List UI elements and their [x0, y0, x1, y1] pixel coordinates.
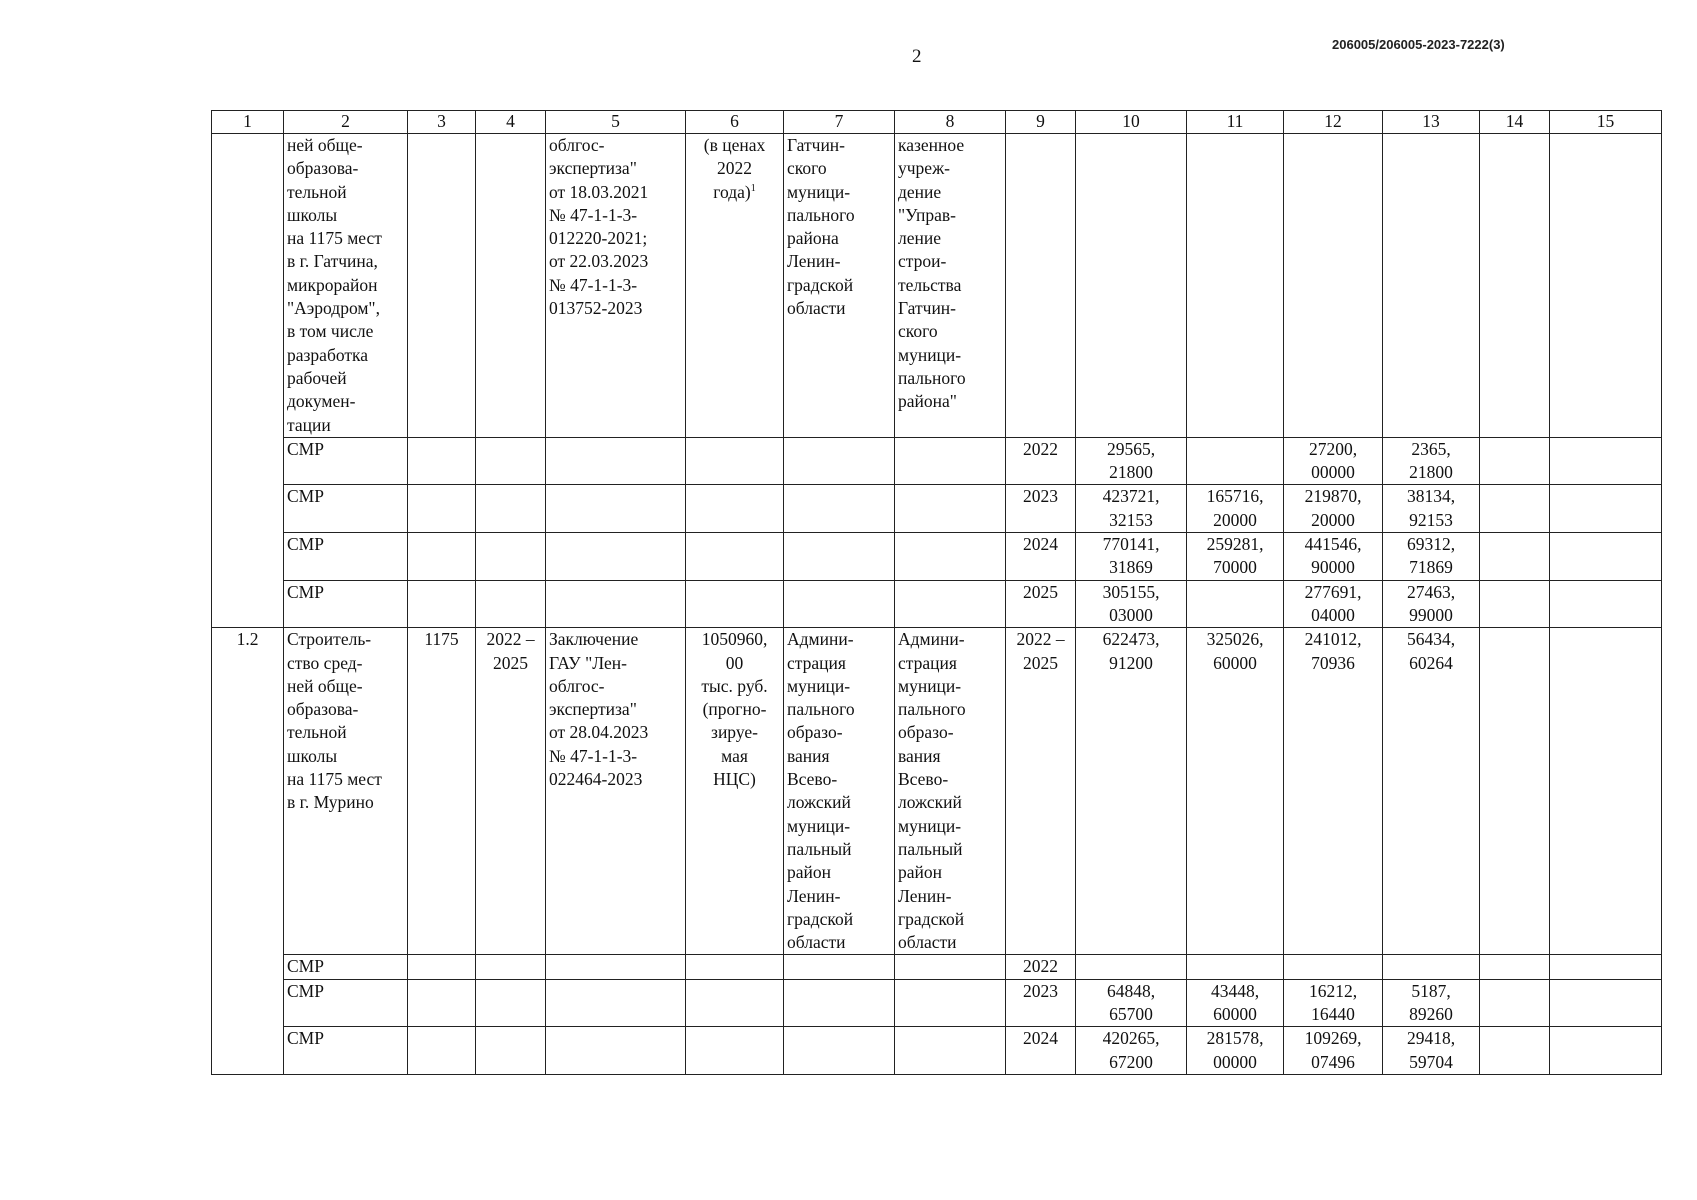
cell-col-11: 259281, 70000	[1187, 533, 1284, 581]
cell-col-4	[476, 1027, 546, 1075]
column-header-7: 7	[784, 111, 895, 134]
cell-col-9: 2022	[1006, 437, 1076, 485]
table-row-smr	[212, 485, 1662, 533]
cell-col-3	[408, 955, 476, 979]
cell-col-9: 2022	[1006, 955, 1076, 979]
column-header-9: 9	[1006, 111, 1076, 134]
cell-col-13: 69312, 71869	[1383, 533, 1480, 581]
cell-col-11: 43448, 60000	[1187, 979, 1284, 1027]
cell-col-14	[1480, 955, 1550, 979]
cell-col-12: 16212, 16440	[1284, 979, 1383, 1027]
cell-col-10	[1076, 955, 1187, 979]
cell-col-13: 2365, 21800	[1383, 437, 1480, 485]
cell-col-9: 2025	[1006, 580, 1076, 628]
cell-col-4	[476, 134, 546, 438]
cell-col-12: 277691, 04000	[1284, 580, 1383, 628]
cell-col-13: 38134, 92153	[1383, 485, 1480, 533]
table-row-smr	[212, 533, 1662, 581]
cell-col-15	[1550, 485, 1662, 533]
cell-col-5	[546, 979, 686, 1027]
cell-col-5	[546, 580, 686, 628]
column-header-2: 2	[284, 111, 408, 134]
cell-col-12: 27200, 00000	[1284, 437, 1383, 485]
cell-col-3	[408, 580, 476, 628]
column-header-13: 13	[1383, 111, 1480, 134]
column-header-11: 11	[1187, 111, 1284, 134]
cell-col-7	[784, 1027, 895, 1075]
cell-col-10: 622473, 91200	[1076, 628, 1187, 955]
cell-col-2: СМР	[284, 485, 408, 533]
page-number: 2	[912, 46, 922, 67]
cell-col-14	[1480, 979, 1550, 1027]
cell-col-4	[476, 580, 546, 628]
cell-col-9	[1006, 134, 1076, 438]
cell-col-8	[895, 437, 1006, 485]
cell-col-1	[212, 134, 284, 628]
cell-col-3	[408, 1027, 476, 1075]
cell-col-8	[895, 1027, 1006, 1075]
column-header-12: 12	[1284, 111, 1383, 134]
cell-col-15	[1550, 979, 1662, 1027]
cell-col-4	[476, 533, 546, 581]
cell-col-7	[784, 580, 895, 628]
cell-col-11: 281578, 00000	[1187, 1027, 1284, 1075]
column-header-15: 15	[1550, 111, 1662, 134]
cell-col-5: облгос- экспертиза" от 18.03.2021 № 47-1-1-3- 012220-2021; от 22.03.2023 № 47-1-1-3- 013752-2023	[546, 134, 686, 438]
column-header-1: 1	[212, 111, 284, 134]
cell-col-2: СМР	[284, 955, 408, 979]
cell-col-7: Админи- страция муници- пального образо- вания Всево- ложский муници- пальный район Ленин- градской области	[784, 628, 895, 955]
cell-col-10: 420265, 67200	[1076, 1027, 1187, 1075]
column-header-4: 4	[476, 111, 546, 134]
cell-col-12: 219870, 20000	[1284, 485, 1383, 533]
cell-col-14	[1480, 1027, 1550, 1075]
column-header-3: 3	[408, 111, 476, 134]
column-number-row	[212, 111, 1662, 134]
cell-col-9: 2023	[1006, 485, 1076, 533]
cell-col-1: 1.2	[212, 628, 284, 1075]
cell-col-6	[686, 580, 784, 628]
cell-col-7	[784, 485, 895, 533]
table-row-smr	[212, 955, 1662, 979]
cell-col-15	[1550, 955, 1662, 979]
cell-col-6	[686, 485, 784, 533]
cell-col-8	[895, 485, 1006, 533]
cell-col-9: 2022 – 2025	[1006, 628, 1076, 955]
cell-col-2: СМР	[284, 979, 408, 1027]
cell-col-12	[1284, 955, 1383, 979]
cell-col-9: 2024	[1006, 1027, 1076, 1075]
cell-col-11	[1187, 437, 1284, 485]
table-row-item	[212, 134, 1662, 438]
cell-col-13	[1383, 955, 1480, 979]
cell-col-7	[784, 955, 895, 979]
column-header-10: 10	[1076, 111, 1187, 134]
cell-col-6: (в ценах 2022 года)$^1$	[686, 134, 784, 438]
cell-col-10	[1076, 134, 1187, 438]
cell-col-8	[895, 979, 1006, 1027]
cell-col-14	[1480, 628, 1550, 955]
cell-col-6	[686, 533, 784, 581]
cell-col-11	[1187, 955, 1284, 979]
cell-col-5	[546, 533, 686, 581]
cell-col-4	[476, 485, 546, 533]
cell-col-8: Админи- страция муници- пального образо- вания Всево- ложский муници- пальный район Ленин- градской области	[895, 628, 1006, 955]
cell-col-8	[895, 580, 1006, 628]
cell-col-7	[784, 979, 895, 1027]
cell-col-11: 165716, 20000	[1187, 485, 1284, 533]
cell-col-2: ней обще- образова- тельной школы на 1175 мест в г. Гатчина, микрорайон "Аэродром", в том числе разработка рабочей докумен- тации	[284, 134, 408, 438]
cell-col-3	[408, 437, 476, 485]
table-row-item	[212, 628, 1662, 955]
investment-table	[211, 110, 1662, 1075]
cell-col-6	[686, 437, 784, 485]
cell-col-2: СМР	[284, 580, 408, 628]
cell-col-15	[1550, 580, 1662, 628]
cell-col-5	[546, 955, 686, 979]
cell-col-15	[1550, 1027, 1662, 1075]
cell-col-2: СМР	[284, 437, 408, 485]
document-id: 206005/206005-2023-7222(3)	[1332, 37, 1505, 52]
cell-col-6	[686, 955, 784, 979]
column-header-6: 6	[686, 111, 784, 134]
table-row-smr	[212, 580, 1662, 628]
cell-col-15	[1550, 437, 1662, 485]
cell-col-13	[1383, 134, 1480, 438]
cell-col-11	[1187, 134, 1284, 438]
cell-col-2: СМР	[284, 533, 408, 581]
cell-col-4	[476, 955, 546, 979]
cell-col-12: 441546, 90000	[1284, 533, 1383, 581]
cell-col-8	[895, 955, 1006, 979]
cell-col-4: 2022 – 2025	[476, 628, 546, 955]
cell-col-14	[1480, 533, 1550, 581]
cell-col-14	[1480, 437, 1550, 485]
table-row-smr	[212, 437, 1662, 485]
cell-col-5	[546, 437, 686, 485]
cell-col-3	[408, 134, 476, 438]
cell-col-8	[895, 533, 1006, 581]
cell-col-13: 56434, 60264	[1383, 628, 1480, 955]
cell-col-3	[408, 485, 476, 533]
cell-col-13: 27463, 99000	[1383, 580, 1480, 628]
footnote-marker: 1	[750, 182, 756, 194]
cell-col-3: 1175	[408, 628, 476, 955]
cell-col-2: СМР	[284, 1027, 408, 1075]
cell-col-4	[476, 979, 546, 1027]
column-header-8: 8	[895, 111, 1006, 134]
table-row-smr	[212, 979, 1662, 1027]
table-body	[212, 134, 1662, 1075]
cell-col-4	[476, 437, 546, 485]
cell-col-10: 64848, 65700	[1076, 979, 1187, 1027]
cell-col-5: Заключение ГАУ "Лен- облгос- экспертиза" от 28.04.2023 № 47-1-1-3- 022464-2023	[546, 628, 686, 955]
cell-col-12: 109269, 07496	[1284, 1027, 1383, 1075]
cell-col-13: 5187, 89260	[1383, 979, 1480, 1027]
cell-col-9: 2024	[1006, 533, 1076, 581]
cell-col-15	[1550, 533, 1662, 581]
cell-col-15	[1550, 134, 1662, 438]
table-row-smr	[212, 1027, 1662, 1075]
cell-col-3	[408, 979, 476, 1027]
cell-col-6: 1050960, 00 тыс. руб. (прогно- зируе- мая НЦС)	[686, 628, 784, 955]
cell-col-11: 325026, 60000	[1187, 628, 1284, 955]
cell-col-10: 305155, 03000	[1076, 580, 1187, 628]
cell-col-5	[546, 1027, 686, 1075]
cell-col-10: 770141, 31869	[1076, 533, 1187, 581]
cell-col-9: 2023	[1006, 979, 1076, 1027]
cell-col-7	[784, 437, 895, 485]
column-header-14: 14	[1480, 111, 1550, 134]
cell-col-6	[686, 979, 784, 1027]
cell-col-14	[1480, 134, 1550, 438]
cell-col-14	[1480, 580, 1550, 628]
cell-col-3	[408, 533, 476, 581]
cell-col-10: 29565, 21800	[1076, 437, 1187, 485]
cell-col-7: Гатчин- ского муници- пального района Ленин- градской области	[784, 134, 895, 438]
cell-col-15	[1550, 628, 1662, 955]
cell-col-6	[686, 1027, 784, 1075]
column-header-5: 5	[546, 111, 686, 134]
cell-col-7	[784, 533, 895, 581]
cell-col-12	[1284, 134, 1383, 438]
cell-col-14	[1480, 485, 1550, 533]
cell-col-5	[546, 485, 686, 533]
cell-col-13: 29418, 59704	[1383, 1027, 1480, 1075]
cell-col-11	[1187, 580, 1284, 628]
cell-col-8: казенное учреж- дение "Управ- ление строи- тельства Гатчин- ского муници- пального района"	[895, 134, 1006, 438]
cell-col-10: 423721, 32153	[1076, 485, 1187, 533]
cell-col-2: Строитель- ство сред- ней обще- образова- тельной школы на 1175 мест в г. Мурино	[284, 628, 408, 955]
cell-col-12: 241012, 70936	[1284, 628, 1383, 955]
